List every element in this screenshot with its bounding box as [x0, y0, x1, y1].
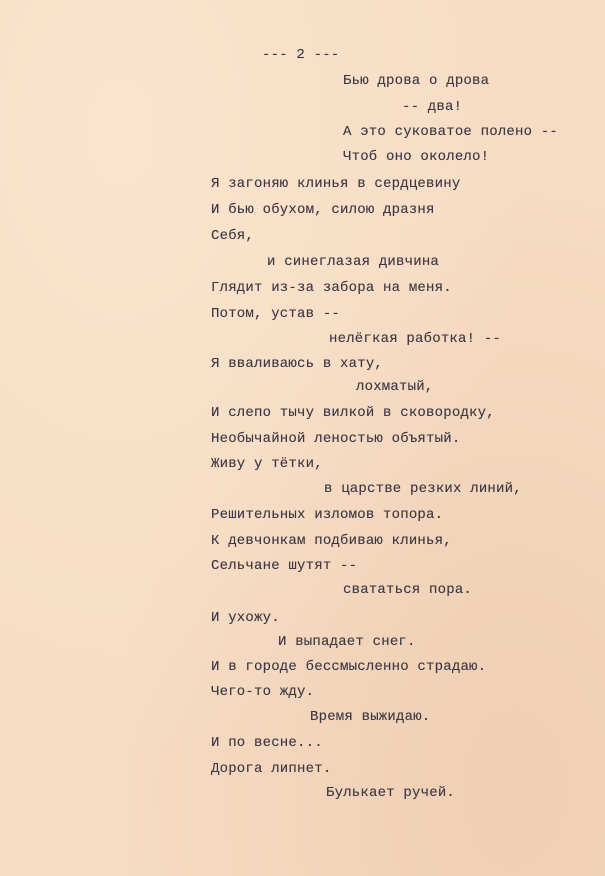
poem-line: И выпадает снег.	[278, 634, 416, 650]
poem-line: Решительных изломов топора.	[211, 507, 444, 523]
poem-line: И ухожу.	[211, 610, 280, 626]
poem-line: И по весне...	[211, 735, 323, 751]
poem-line: -- два!	[402, 99, 463, 115]
poem-line: Себя,	[211, 228, 255, 244]
poem-line: А это суковатое полено --	[343, 124, 559, 140]
poem-line: Сельчане шутят --	[211, 558, 358, 574]
poem-line: лохматый,	[356, 379, 434, 395]
poem-line: Время выжидаю.	[310, 709, 431, 725]
poem-line: Булькает ручей.	[326, 785, 456, 801]
poem-line: И слепо тычу вилкой в сковородку,	[211, 405, 495, 421]
poem-line: Чтоб оно околело!	[343, 149, 490, 165]
poem-line: Дорога липнет.	[211, 761, 332, 777]
poem-line: свататься пора.	[343, 582, 473, 598]
poem-line: Я загоняю клинья в сердцевину	[211, 176, 461, 192]
poem-line: Живу у тётки,	[211, 456, 323, 472]
poem-line: в царстве резких линий,	[324, 481, 522, 497]
poem-line: Чего-то жду.	[211, 684, 315, 700]
poem-line: И бью обухом, силою дразня	[211, 202, 435, 218]
poem-line: и синеглазая дивчина	[267, 254, 440, 270]
poem-line: нелёгкая работка! --	[329, 331, 502, 347]
poem-line: Я вваливаюсь в хату,	[211, 356, 384, 372]
poem-line: И в городе бессмысленно страдаю.	[211, 659, 487, 675]
poem-line: Глядит из-за забора на меня.	[211, 280, 452, 296]
poem-line: Необычайной леностью объятый.	[211, 431, 461, 447]
page-number: --- 2 ---	[262, 47, 340, 63]
poem-line: Бью дрова о дрова	[343, 73, 490, 89]
poem-line: К девчонкам подбиваю клинья,	[211, 533, 452, 549]
poem-line: Потом, устав --	[211, 306, 341, 322]
